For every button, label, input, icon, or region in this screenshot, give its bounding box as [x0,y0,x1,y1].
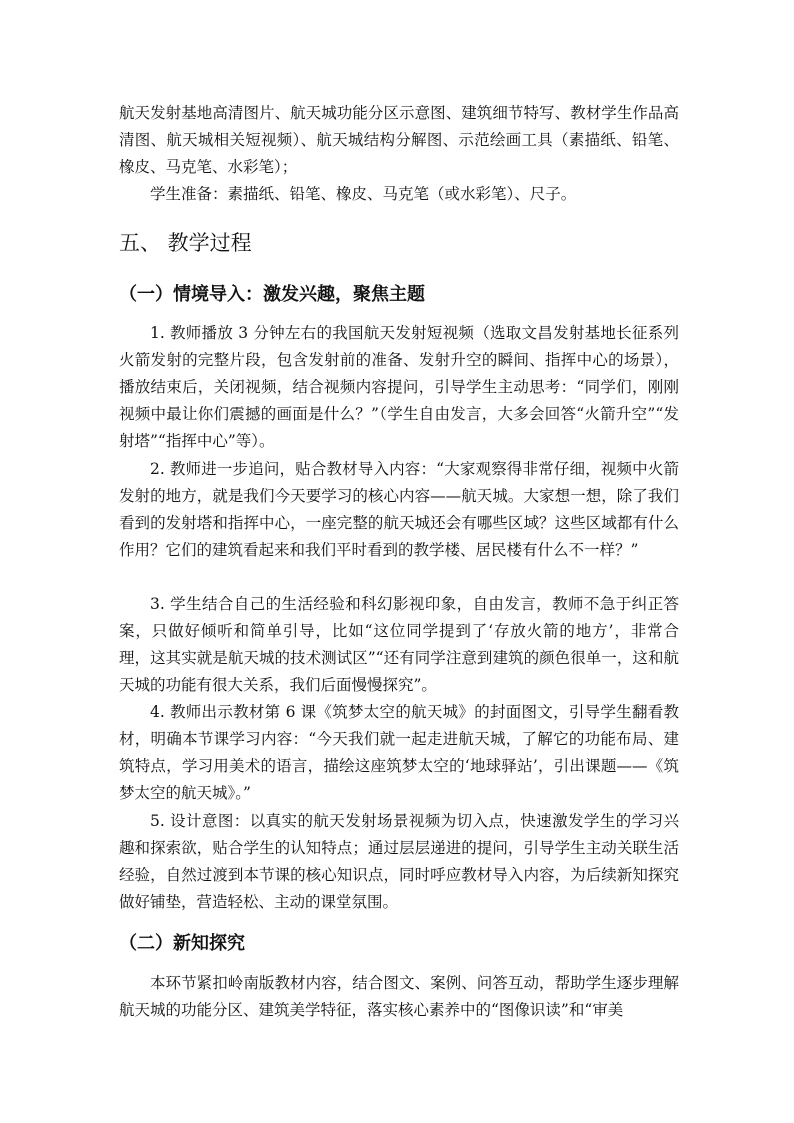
intro-paragraph-3: 3. 学生结合自己的生活经验和科幻影视印象，自由发言，教师不急于纠正答案，只做好倾听和简单引导，比如“这位同学提到了‘存放火箭的地方’，非常合理，这其实就是航天城的技术测试区”“还有同学注意到建筑的颜色很单一，这和航天城的功能有很大关系，我们后面慢慢探究”。 [119,595,679,694]
subsection-heading-new-knowledge: （二）新知探究 [119,933,245,954]
intro-paragraph-2: 2. 教师进一步追问，贴合教材导入内容：“大家观察得非常仔细，视频中火箭发射的地方，就是我们今天要学习的核心内容——航天城。大家想一想，除了我们看到的发射塔和指挥中心，一座完整的航天城还会有哪些区域？这些区域都有什么作用？它们的建筑看起来和我们平时看到的教学楼、居民楼有什么不一样？” [119,460,679,559]
section-heading-teaching-process: 五、 教学过程 [119,231,252,255]
materials-paragraph: 航天发射基地高清图片、航天城功能分区示意图、建筑细节特写、教材学生作品高清图、航天城相关短视频）、航天城结构分解图、示范绘画工具（素描纸、铅笔、橡皮、马克笔、水彩笔）； [119,104,679,176]
student-prep-paragraph: 学生准备：素描纸、铅笔、橡皮、马克笔（或水彩笔）、尺子。 [150,185,577,203]
new-knowledge-intro-paragraph: 本环节紧扣岭南版教材内容，结合图文、案例、问答互动，帮助学生逐步理解航天城的功能分区、建筑美学特征，落实核心素养中的“图像识读”和“审美 [119,974,679,1019]
intro-paragraph-1: 1. 教师播放 3 分钟左右的我国航天发射短视频（选取文昌发射基地长征系列火箭发射的完整片段，包含发射前的准备、发射升空的瞬间、指挥中心的场景），播放结束后，关闭视频，结合视频内容提问，引导学生主动思考：“同学们，刚刚视频中最让你们震撼的画面是什么？”（学生自由发言，大多会回答“火箭升空”“发射塔”“指挥中心”等）。 [119,324,679,450]
subsection-heading-intro: （一）情境导入：激发兴趣，聚焦主题 [119,284,425,305]
intro-paragraph-4: 4. 教师出示教材第 6 课《筑梦太空的航天城》的封面图文，引导学生翻看教材，明确本节课学习内容：“今天我们就一起走进航天城，了解它的功能布局、建筑特点，学习用美术的语言，描绘这座筑梦太空的‘地球驿站’，引出课题——《筑梦太空的航天城》。” [119,703,679,802]
intro-paragraph-5: 5. 设计意图：以真实的航天发射场景视频为切入点，快速激发学生的学习兴趣和探索欲，贴合学生的认知特点；通过层层递进的提问，引导学生主动关联生活经验，自然过渡到本节课的核心知识点，同时呼应教材导入内容，为后续新知探究做好铺垫，营造轻松、主动的课堂氛围。 [119,812,679,911]
